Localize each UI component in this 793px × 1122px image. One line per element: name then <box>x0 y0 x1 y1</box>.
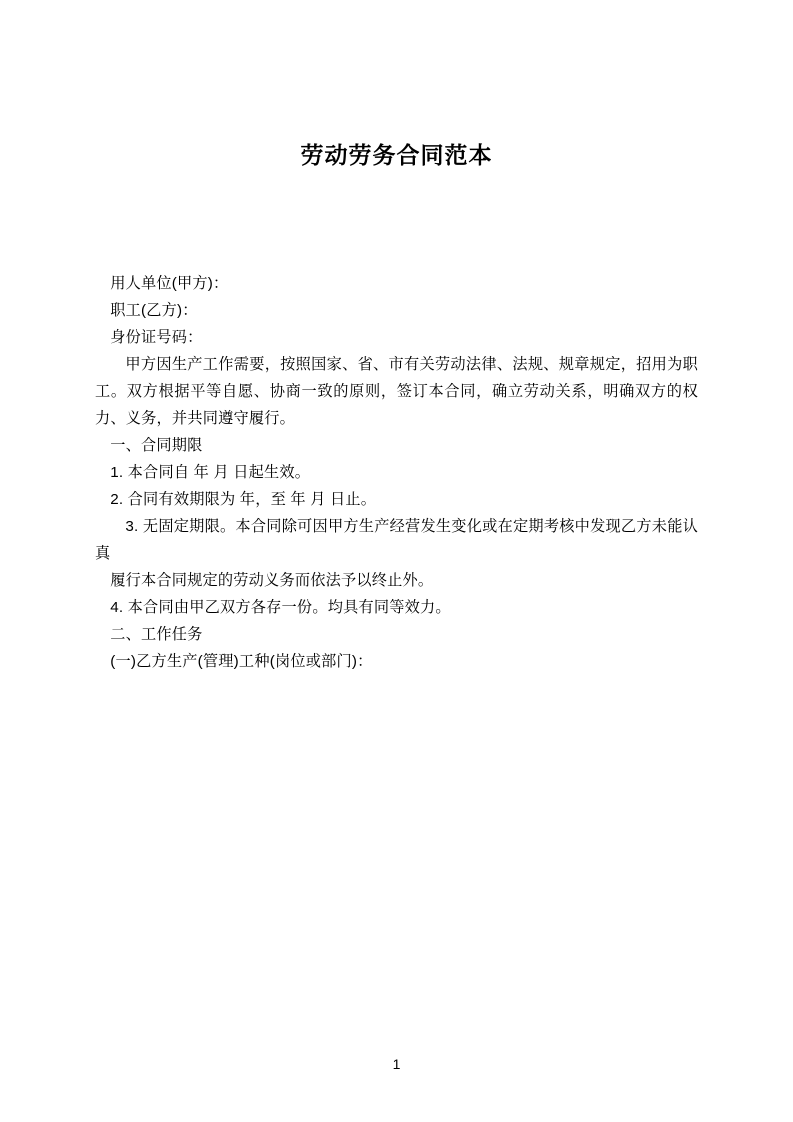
page-number: 1 <box>392 1056 401 1072</box>
paragraph-id-number-line: 身份证号码： <box>110 329 203 346</box>
heading-section-one: 一、合同期限 <box>110 437 203 454</box>
paragraph-employer-line: 用人单位(甲方)： <box>110 275 229 292</box>
paragraph-employee-line: 职工(乙方)： <box>110 302 198 319</box>
paragraph-clause-1-3-continued: 履行本合同规定的劳动义务而依法予以终止外。 <box>110 572 434 589</box>
heading-section-two: 二、工作任务 <box>110 626 203 643</box>
paragraph-clause-1-4: 4. 本合同由甲乙双方各存一份。均具有同等效力。 <box>110 599 451 616</box>
paragraph-clause-1-2: 2. 合同有效期限为 年，至 年 月 日止。 <box>110 491 377 508</box>
paragraph-clause-1-3: 3. 无固定期限。本合同除可因甲方生产经营发生变化或在定期考核中发现乙方未能认真 <box>95 518 698 562</box>
document-body <box>95 270 698 675</box>
paragraph-clause-1-1: 1. 本合同自 年 月 日起生效。 <box>110 464 311 481</box>
paragraph-clause-2-1: (一)乙方生产(管理)工种(岗位或部门)： <box>110 653 373 670</box>
paragraph-preamble: 甲方因生产工作需要，按照国家、省、市有关劳动法律、法规、规章规定，招用为职工。双方根据平等自愿、协商一致的原则，签订本合同，确立劳动关系，明确双方的权力、义务，并共同遵守履行。 <box>95 356 698 427</box>
page-title: 劳动劳务合同范本 <box>300 142 493 168</box>
